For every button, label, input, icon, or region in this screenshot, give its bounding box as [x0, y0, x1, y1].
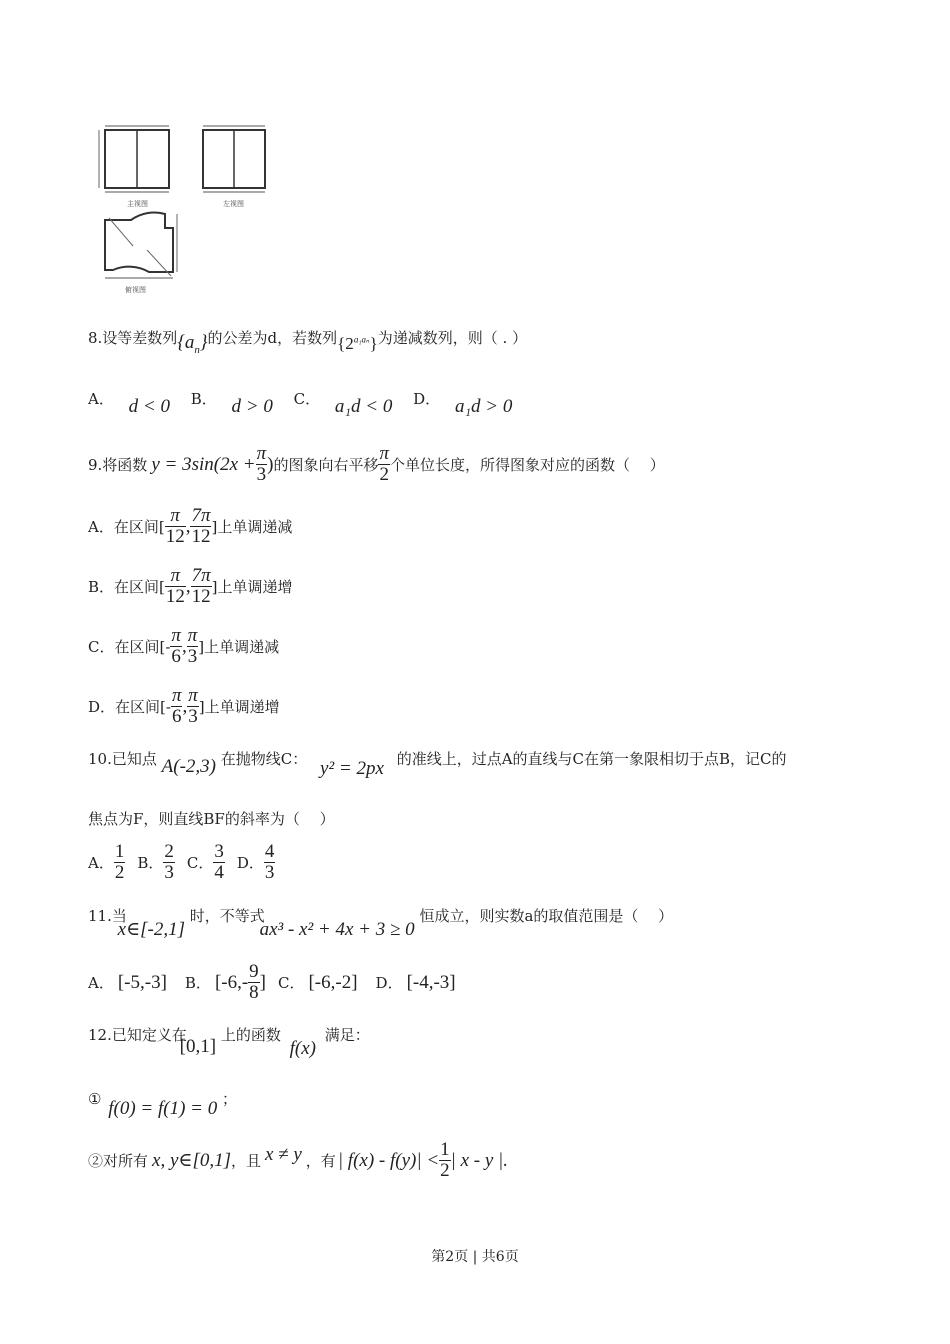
q8-options — [88, 388, 513, 417]
q9-suffix: 个单位长度，所得图象对应的函数（ ） — [389, 456, 665, 474]
q12-condition-2: ②对所有 x, y∈[0,1] ，且 x ≠ y ，有 | f(x) - f(y)| < $\frac{1}{2}$ | x - y |. — [88, 1139, 509, 1181]
q8-option-c-label: C． — [293, 390, 321, 408]
q8-seq-a: $\{a_n\}$ — [177, 332, 208, 356]
q8-option-b-label: B． — [190, 390, 217, 408]
q9-option-d: D．在区间[- $\frac{\pi}{6}$ , $\frac{\pi}{3}$ ]上单调递增 — [88, 685, 280, 727]
q12-condition-1: ① f(0) = f(1) = 0 ； — [88, 1090, 238, 1119]
q12-suffix: 满足： — [324, 1026, 370, 1044]
q9-func-left: y = 3sin(2x + — [151, 453, 256, 475]
q10-line2: 焦点为F，则直线BF的斜率为（ ） — [88, 810, 335, 828]
q12-stem — [88, 1024, 370, 1059]
q11-option-d: [-4,-3] — [406, 971, 456, 993]
q10-prefix: 10.已知点 — [88, 750, 157, 768]
q10-stem — [88, 748, 787, 779]
q8-mid: 的公差为d，若数列 — [207, 329, 338, 348]
q9-func-right: ) — [267, 453, 274, 475]
q8-option-d-label: D． — [413, 390, 441, 408]
front-view — [99, 126, 169, 208]
q10-option-c: $\frac{3}{4}$ — [214, 841, 224, 883]
q8-option-d: a₁d > 0 — [454, 396, 513, 417]
three-view-figure — [95, 118, 285, 298]
top-view-label: 俯视图 — [125, 286, 146, 294]
q10-option-d: $\frac{4}{3}$ — [264, 841, 275, 883]
q9-shift-fraction: $\frac{\pi}{2}$ — [379, 443, 389, 485]
q11-prefix: 11.当 — [88, 907, 127, 925]
q10-mid2: 的准线上，过点A的直线与C在第一象限相切于点B，记C的 — [396, 750, 787, 768]
q11-stem — [88, 904, 674, 940]
q12-domain: [0,1] — [179, 1036, 217, 1057]
q11-option-b-fraction: $\frac{9}{8}$ — [249, 961, 259, 1003]
q8-suffix: 为递减数列，则（ . ） — [377, 329, 528, 348]
q9-func-fraction: $\frac{\pi}{3}$ — [256, 443, 267, 485]
q10-options: A． $\frac{1}{2}$ B． $\frac{2}{3}$ C． $\frac{3}{4}$ D． $\frac{4}{3}$ — [88, 841, 275, 883]
q8-option-a-label: A． — [88, 390, 114, 408]
q9-prefix: 9.将函数 — [88, 456, 148, 474]
q9-stem — [88, 444, 665, 485]
q11-options: A． [-5,-3] B． [-6,- $\frac{9}{8}$ ] C． [-6,-2] D． [-4,-3] — [88, 961, 456, 1003]
side-view — [203, 126, 265, 208]
q12-prefix: 12.已知定义在 — [88, 1026, 187, 1044]
q12-mid: 上的函数 — [220, 1026, 281, 1044]
q11-suffix: 恒成立，则实数a的取值范围是（ ） — [419, 907, 674, 925]
q12-func: f(x) — [289, 1038, 316, 1059]
q11-option-a: [-5,-3] — [117, 971, 167, 993]
q8-seq-b: $\{2^{a_1a_n}\}$ — [337, 333, 378, 353]
q10-parabola: y² = 2px — [320, 758, 384, 779]
q9-option-c: C．在区间[- $\frac{\pi}{6}$ , $\frac{\pi}{3}$ ]上单调递减 — [88, 625, 280, 667]
q10-option-a: $\frac{1}{2}$ — [114, 841, 125, 883]
q8-prefix: 8.设等差数列 — [88, 329, 178, 348]
q12-half-fraction: $\frac{1}{2}$ — [440, 1139, 450, 1181]
q9-mid: 的图象向右平移 — [273, 456, 379, 474]
side-view-label: 左视图 — [223, 200, 244, 208]
q8-stem — [88, 326, 528, 356]
q10-option-b: $\frac{2}{3}$ — [164, 841, 174, 883]
q11-ineq: ax³ - x² + 4x + 3 ≥ 0 — [259, 919, 415, 940]
q8-option-c: a₁d < 0 — [334, 396, 393, 417]
front-view-label: 主视图 — [127, 200, 148, 208]
q8-option-b: d > 0 — [231, 396, 273, 417]
q11-mid: 时，不等式 — [189, 907, 265, 925]
q10-point: A(-2,3) — [161, 756, 216, 777]
q11-cond: x∈[-2,1] — [117, 919, 186, 940]
top-view — [105, 213, 177, 294]
q8-option-a: d < 0 — [128, 396, 170, 417]
q9-option-b: B．在区间[ $\frac{\pi}{12}$ , $\frac{7\pi}{12}$ ]上单调递增 — [88, 565, 293, 607]
q9-option-a: A．在区间[ $\frac{\pi}{12}$ , $\frac{7\pi}{12}$ ]上单调递减 — [88, 505, 293, 547]
page-footer: 第2页 | 共6页 — [431, 1249, 519, 1265]
q10-mid1: 在抛物线C： — [220, 750, 308, 768]
q11-option-c: [-6,-2] — [308, 971, 358, 993]
